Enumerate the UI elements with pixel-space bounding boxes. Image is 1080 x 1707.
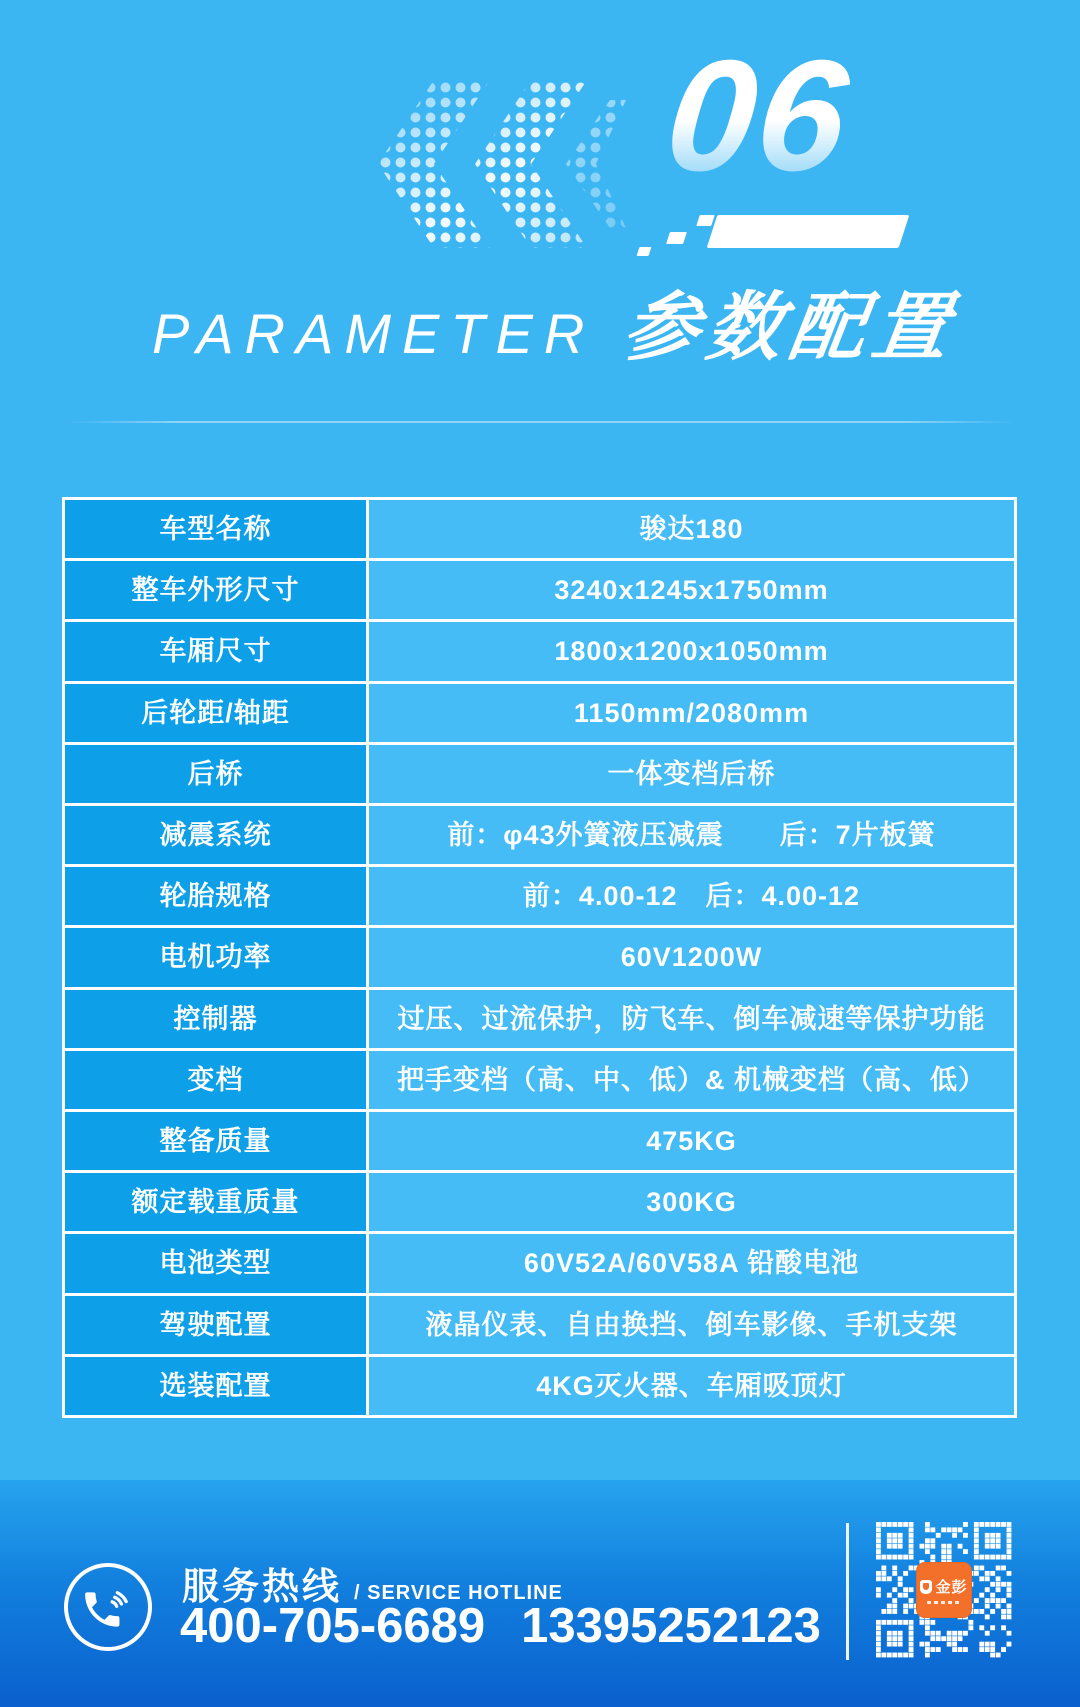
phone-number-secondary: 13395252123 [521, 1599, 821, 1653]
spec-value: 300KG [369, 1173, 1014, 1231]
spec-table [62, 497, 1017, 1418]
section-number: 06 [659, 34, 996, 200]
spec-label: 额定载重质量 [65, 1173, 366, 1231]
speed-dash-icon [666, 232, 687, 244]
spec-value: 1150mm/2080mm [369, 684, 1014, 742]
qr-center-logo [916, 1562, 972, 1618]
spec-value: 一体变档后桥 [369, 745, 1014, 803]
spec-value: 过压、过流保护，防飞车、倒车减速等保护功能 [369, 990, 1014, 1048]
section-number-block [658, 28, 988, 254]
spec-label: 车型名称 [65, 500, 366, 558]
header-divider [66, 421, 1016, 423]
chevron-dots-icon [378, 80, 626, 248]
hotline-label-en: / SERVICE HOTLINE [354, 1582, 563, 1604]
qr-code [876, 1522, 1012, 1658]
spec-value: 4KG灭火器、车厢吸顶灯 [369, 1357, 1014, 1415]
spec-label: 整车外形尺寸 [65, 561, 366, 619]
phone-numbers [180, 1598, 821, 1654]
page-title-en: PARAMETER [152, 302, 596, 365]
phone-number-primary: 400-705-6689 [180, 1599, 486, 1653]
speed-dash-icon [637, 247, 652, 256]
spec-label: 减震系统 [65, 806, 366, 864]
spec-value: 60V1200W [369, 928, 1014, 986]
spec-label: 轮胎规格 [65, 867, 366, 925]
phone-icon [64, 1563, 152, 1651]
spec-label: 变档 [65, 1051, 366, 1109]
shield-icon [920, 1580, 932, 1594]
spec-label: 控制器 [65, 990, 366, 1048]
footer-divider [846, 1523, 849, 1660]
qr-logo-text: 金彭 [935, 1579, 968, 1596]
spec-label: 后桥 [65, 745, 366, 803]
spec-label: 整备质量 [65, 1112, 366, 1170]
spec-value: 把手变档（高、中、低）& 机械变档（高、低） [369, 1051, 1014, 1109]
spec-label: 后轮距/轴距 [65, 684, 366, 742]
spec-value: 60V52A/60V58A 铅酸电池 [369, 1234, 1014, 1292]
spec-label: 驾驶配置 [65, 1296, 366, 1354]
spec-label: 电池类型 [65, 1234, 366, 1292]
spec-value: 前：4.00-12 后：4.00-12 [369, 867, 1014, 925]
spec-label: 选装配置 [65, 1357, 366, 1415]
number-underline-bar [707, 215, 910, 248]
spec-value: 1800x1200x1050mm [369, 622, 1014, 680]
spec-value: 前：φ43外簧液压减震 后：7片板簧 [369, 806, 1014, 864]
spec-label: 电机功率 [65, 928, 366, 986]
spec-value: 475KG [369, 1112, 1014, 1170]
spec-label: 车厢尺寸 [65, 622, 366, 680]
page-title-zh: 参数配置 [618, 285, 963, 369]
spec-value: 3240x1245x1750mm [369, 561, 1014, 619]
spec-value: 液晶仪表、自由换挡、倒车影像、手机支架 [369, 1296, 1014, 1354]
spec-value: 骏达180 [369, 500, 1014, 558]
qr-logo-slogan-line [927, 1601, 961, 1604]
speed-dash-icon [696, 215, 715, 226]
hotline-label-zh: 服务热线 [182, 1566, 342, 1607]
footer [0, 1480, 1080, 1707]
page-title [152, 268, 963, 375]
